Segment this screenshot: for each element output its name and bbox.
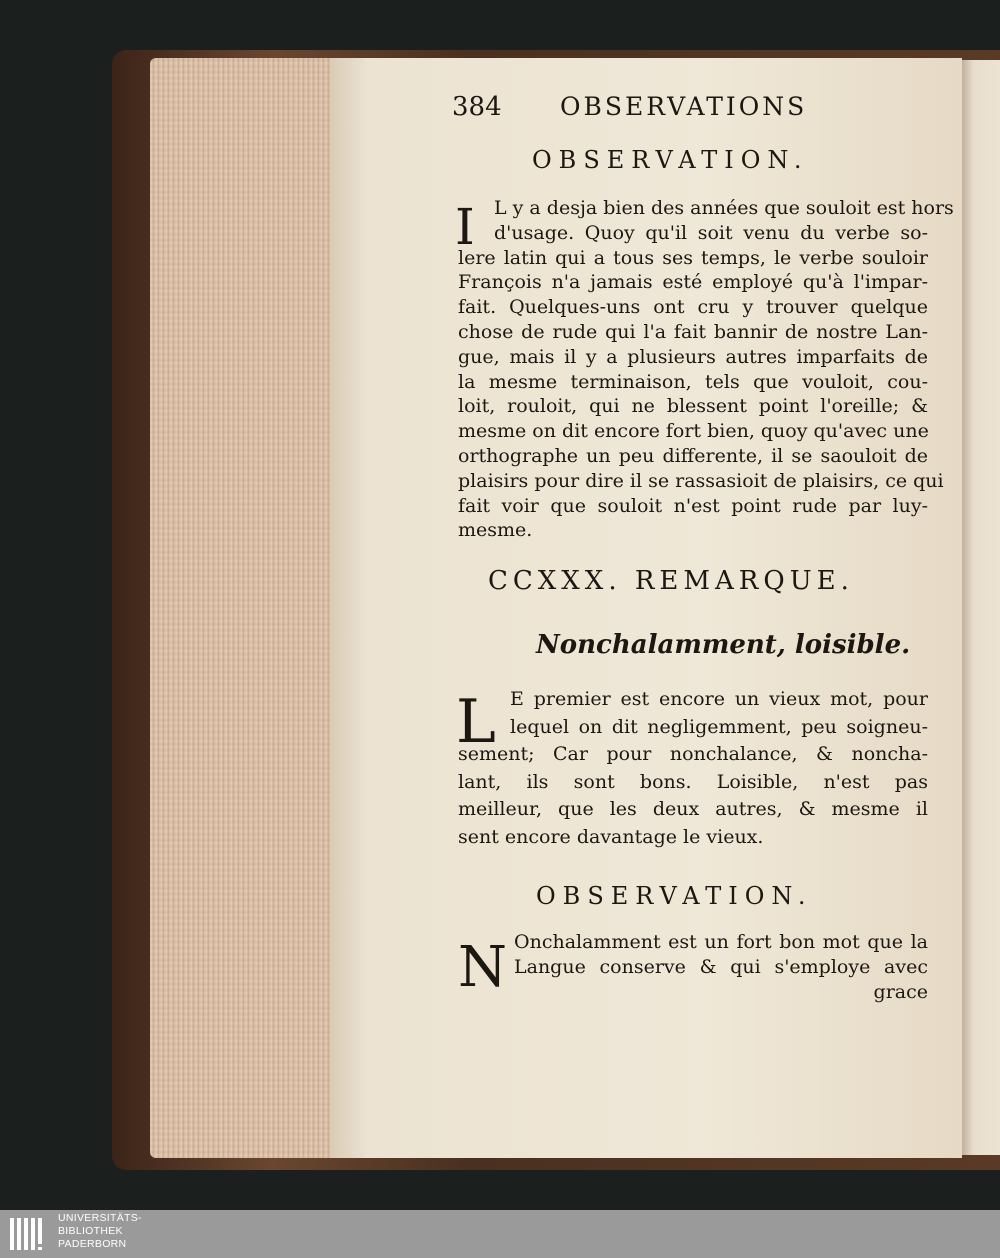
observation-heading: OBSERVATION.: [536, 882, 813, 910]
catchword: grace: [873, 981, 928, 1003]
text-line: François n'a jamais esté employé qu'à l'impar-: [458, 271, 928, 294]
text-line: lequel on dit negligemment, peu soigneu-: [510, 715, 928, 738]
remarque-heading: CCXXX. REMARQUE.: [488, 566, 854, 596]
library-logo-icon: [8, 1214, 52, 1254]
remarque-paragraph: [458, 686, 928, 851]
text-line: d'usage. Quoy qu'il soit venu du verbe so-: [494, 221, 928, 244]
text-line: L y a desja bien des années que souloit est hors: [494, 197, 954, 219]
drop-cap: I: [455, 198, 475, 256]
running-head: OBSERVATIONS: [560, 92, 808, 121]
observation-paragraph: [458, 196, 954, 543]
text-line: mesme.: [458, 519, 533, 542]
text-line: fait. Quelques-uns ont cru y trouver quelque: [458, 296, 928, 319]
text-line: plaisirs pour dire il se rassasioit de plaisirs, ce qui: [458, 469, 944, 492]
text-line: Onchalamment est un fort bon mot que la: [514, 931, 928, 953]
text-line: lere latin qui a tous ses temps, le verbe souloir: [458, 246, 928, 269]
text-line: chose de rude qui l'a fait bannir de nostre Lan-: [458, 320, 928, 343]
text-line: fait voir que souloit n'est point rude par luy-: [458, 494, 928, 517]
observation-heading: OBSERVATION.: [532, 146, 809, 174]
drop-cap: L: [456, 687, 496, 757]
text-line: gue, mais il y a plusieurs autres imparfaits de: [458, 345, 928, 368]
text-line: loit, rouloit, qui ne blessent point l'oreille; &: [458, 395, 928, 418]
text-line: Langue conserve & qui s'employe avec: [514, 956, 928, 978]
text-line: sent encore davantage le vieux.: [458, 825, 764, 848]
text-line: la mesme terminaison, tels que vouloit, cou-: [458, 370, 928, 393]
page-edges: [150, 58, 340, 1158]
text-line: meilleur, que les deux autres, & mesme il: [458, 798, 928, 820]
text-line: E premier est encore un vieux mot, pour: [510, 688, 928, 710]
text-line: mesme on dit encore fort bien, quoy qu'avec une: [458, 420, 929, 443]
footer-bar: [0, 1210, 1000, 1258]
remarque-subheading: Nonchalamment, loisible.: [536, 630, 911, 660]
library-name: UNIVERSITÄTS- BIBLIOTHEK PADERBORN: [58, 1212, 142, 1250]
text-line: orthographe un peu differente, il se saouloit de: [458, 444, 928, 467]
right-page-edge: [962, 60, 1000, 1155]
text-line: sement; Car pour nonchalance, & noncha-: [458, 743, 928, 765]
observation-paragraph: [458, 930, 928, 1005]
page-number: 384: [452, 92, 502, 122]
drop-cap: N: [458, 935, 507, 1000]
text-line: lant, ils sont bons. Loisible, n'est pas: [458, 770, 928, 793]
